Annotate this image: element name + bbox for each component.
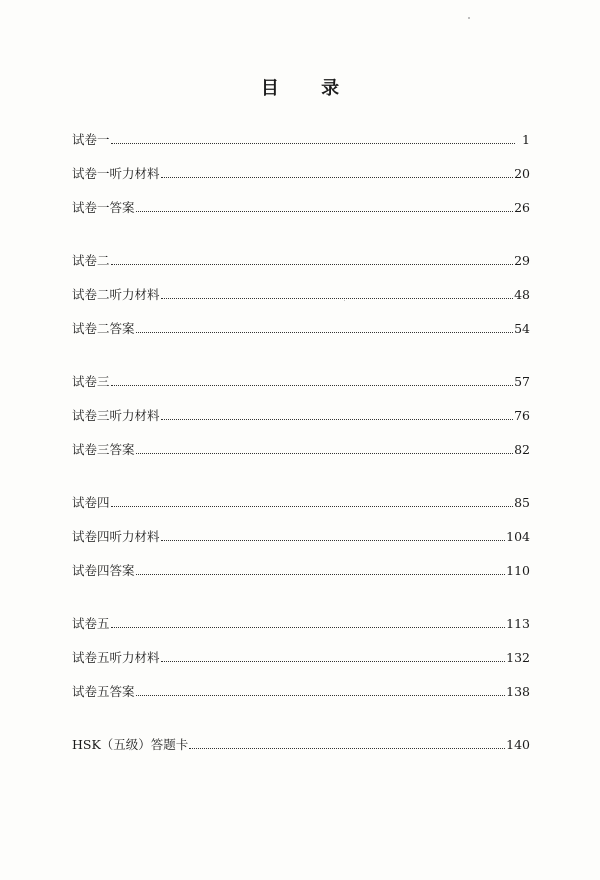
- toc-page-number: 138: [506, 684, 530, 699]
- toc-page-number: 113: [506, 616, 530, 631]
- toc-label: 试卷五答案: [72, 684, 135, 699]
- toc-leader-dots: [161, 176, 514, 178]
- toc-entry-exam1-answers: [72, 196, 530, 216]
- toc-label: 试卷二答案: [72, 321, 135, 336]
- toc-label: 试卷二: [72, 253, 110, 268]
- toc-page-number: 48: [514, 287, 530, 302]
- toc-leader-dots: [111, 263, 514, 265]
- toc-leader-dots: [161, 539, 506, 541]
- toc-label: 试卷四答案: [72, 563, 135, 578]
- toc-entry-exam3-listening: [72, 404, 530, 424]
- toc-entry-answer-sheet: [72, 733, 530, 753]
- toc-leader-dots: [161, 418, 514, 420]
- toc-page-number: 110: [506, 563, 530, 578]
- toc-leader-dots: [111, 505, 514, 507]
- toc-page-number: 82: [514, 442, 530, 457]
- toc-entry-exam3-answers: [72, 438, 530, 458]
- toc-page-number: 1: [522, 132, 530, 147]
- toc-page-number: 54: [514, 321, 530, 336]
- paper-speck: [468, 17, 470, 19]
- toc-leader-dots: [161, 297, 514, 299]
- toc-leader-dots: [136, 452, 514, 454]
- toc-page-number: 20: [514, 166, 530, 181]
- toc-label: 试卷四听力材料: [72, 529, 160, 544]
- toc-entry-exam5-listening: [72, 646, 530, 666]
- toc-entry-exam1-listening: [72, 162, 530, 182]
- toc-page-number: 132: [506, 650, 530, 665]
- toc-entry-exam3: [72, 370, 530, 390]
- toc-page-number: 29: [514, 253, 530, 268]
- toc-label: 试卷三听力材料: [72, 408, 160, 423]
- toc-page-number: 85: [514, 495, 530, 510]
- toc-entry-exam4-listening: [72, 525, 530, 545]
- toc-page-number: 140: [506, 737, 530, 752]
- toc-entry-exam5-answers: [72, 680, 530, 700]
- toc-label: 试卷五: [72, 616, 110, 631]
- toc-page-number: 104: [506, 529, 530, 544]
- toc-leader-dots: [161, 660, 506, 662]
- toc-page-number: 76: [514, 408, 530, 423]
- toc-label: 试卷一答案: [72, 200, 135, 215]
- toc-leader-dots: [111, 384, 514, 386]
- toc-page-number: 26: [514, 200, 530, 215]
- toc-leader-dots: [189, 747, 505, 749]
- toc-leader-dots: [136, 573, 506, 575]
- toc-label: 试卷三答案: [72, 442, 135, 457]
- paper-speck: [344, 300, 345, 301]
- toc-label: 试卷五听力材料: [72, 650, 160, 665]
- toc-entry-exam4: [72, 491, 530, 511]
- toc-label: 试卷三: [72, 374, 110, 389]
- toc-entry-exam2: [72, 249, 530, 269]
- toc-label: 试卷二听力材料: [72, 287, 160, 302]
- toc-page-number: 57: [514, 374, 530, 389]
- toc-label: 试卷一: [72, 132, 110, 147]
- toc-leader-dots: [111, 142, 515, 144]
- toc-entry-exam5: [72, 612, 530, 632]
- toc-leader-dots: [136, 331, 514, 333]
- page-title: 目 录: [260, 78, 358, 99]
- toc-entry-exam2-answers: [72, 317, 530, 337]
- toc-leader-dots: [136, 210, 514, 212]
- toc-label: HSK（五级）答题卡: [72, 737, 189, 752]
- toc-label: 试卷四: [72, 495, 110, 510]
- toc-leader-dots: [136, 694, 506, 696]
- toc-entry-exam1: [72, 128, 530, 148]
- toc-entry-exam2-listening: [72, 283, 530, 303]
- toc-label: 试卷一听力材料: [72, 166, 160, 181]
- toc-leader-dots: [111, 626, 506, 628]
- toc-entry-exam4-answers: [72, 559, 530, 579]
